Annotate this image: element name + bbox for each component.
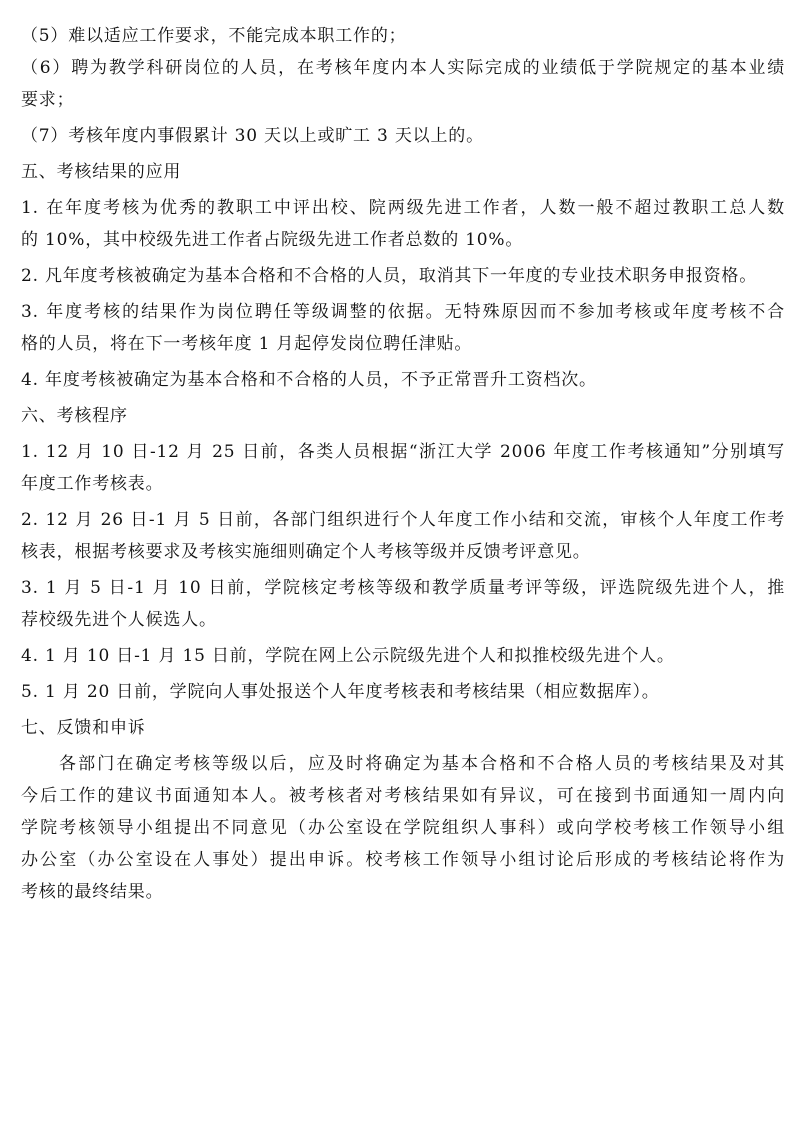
- document-page: [21, 26, 785, 902]
- item-6-line-1: （6）聘为教学科研岗位的人员，在考核年度内本人实际完成的业绩低于学院规定的基本业绩: [21, 58, 785, 78]
- section6-item4: 4. 1 月 10 日-1 月 15 日前，学院在网上公示院级先进个人和拟推校级先进个人。: [21, 646, 675, 666]
- section-heading-7: 七、反馈和申诉: [21, 718, 146, 738]
- section6-item1-line1: 1. 12 月 10 日-12 月 25 日前，各类人员根据“浙江大学 2006 年度工作考核通知”分别填写: [21, 442, 785, 462]
- section5-item4: 4. 年度考核被确定为基本合格和不合格的人员，不予正常晋升工资档次。: [21, 370, 597, 390]
- section5-item3-line2: 格的人员，将在下一考核年度 1 月起停发岗位聘任津贴。: [21, 334, 473, 354]
- section6-item3-line2: 荐校级先进个人候选人。: [21, 610, 217, 630]
- section6-item2-line1: 2. 12 月 26 日-1 月 5 日前，各部门组织进行个人年度工作小结和交流，审核个人年度工作考: [21, 510, 785, 530]
- item-7: （7）考核年度内事假累计 30 天以上或旷工 3 天以上的。: [21, 126, 484, 146]
- section6-item2-line2: 核表，根据考核要求及考核实施细则确定个人考核等级并反馈考评意见。: [21, 542, 591, 562]
- section5-item1-line1: 1. 在年度考核为优秀的教职工中评出校、院两级先进工作者，人数一般不超过教职工总人数: [21, 198, 785, 218]
- section-heading-6: 六、考核程序: [21, 406, 128, 426]
- section7-para-line2: 今后工作的建议书面通知本人。被考核者对考核结果如有异议，可在接到书面通知一周内向: [21, 786, 785, 806]
- section6-item3-line1: 3. 1 月 5 日-1 月 10 日前，学院核定考核等级和教学质量考评等级，评选院级先进个人，推: [21, 578, 785, 598]
- section6-item1-line2: 年度工作考核表。: [21, 474, 164, 494]
- item-5: （5）难以适应工作要求，不能完成本职工作的；: [21, 26, 407, 46]
- section7-para-line5: 考核的最终结果。: [21, 882, 164, 902]
- section5-item3-line1: 3. 年度考核的结果作为岗位聘任等级调整的依据。无特殊原因而不参加考核或年度考核不合: [21, 302, 785, 322]
- item-6-line-2: 要求；: [21, 90, 75, 110]
- section5-item1-line2: 的 10%，其中校级先进工作者占院级先进工作者总数的 10%。: [21, 230, 524, 250]
- section7-para-line4: 办公室（办公室设在人事处）提出申诉。校考核工作领导小组讨论后形成的考核结论将作为: [21, 850, 785, 870]
- section-heading-5: 五、考核结果的应用: [21, 162, 182, 182]
- section6-item5: 5. 1 月 20 日前，学院向人事处报送个人年度考核表和考核结果（相应数据库）。: [21, 682, 660, 702]
- section5-item2: 2. 凡年度考核被确定为基本合格和不合格的人员，取消其下一年度的专业技术职务申报资格。: [21, 266, 758, 286]
- section7-para-line1: 各部门在确定考核等级以后，应及时将确定为基本合格和不合格人员的考核结果及对其: [59, 754, 785, 774]
- section7-para-line3: 学院考核领导小组提出不同意见（办公室设在学院组织人事科）或向学校考核工作领导小组: [21, 818, 785, 838]
